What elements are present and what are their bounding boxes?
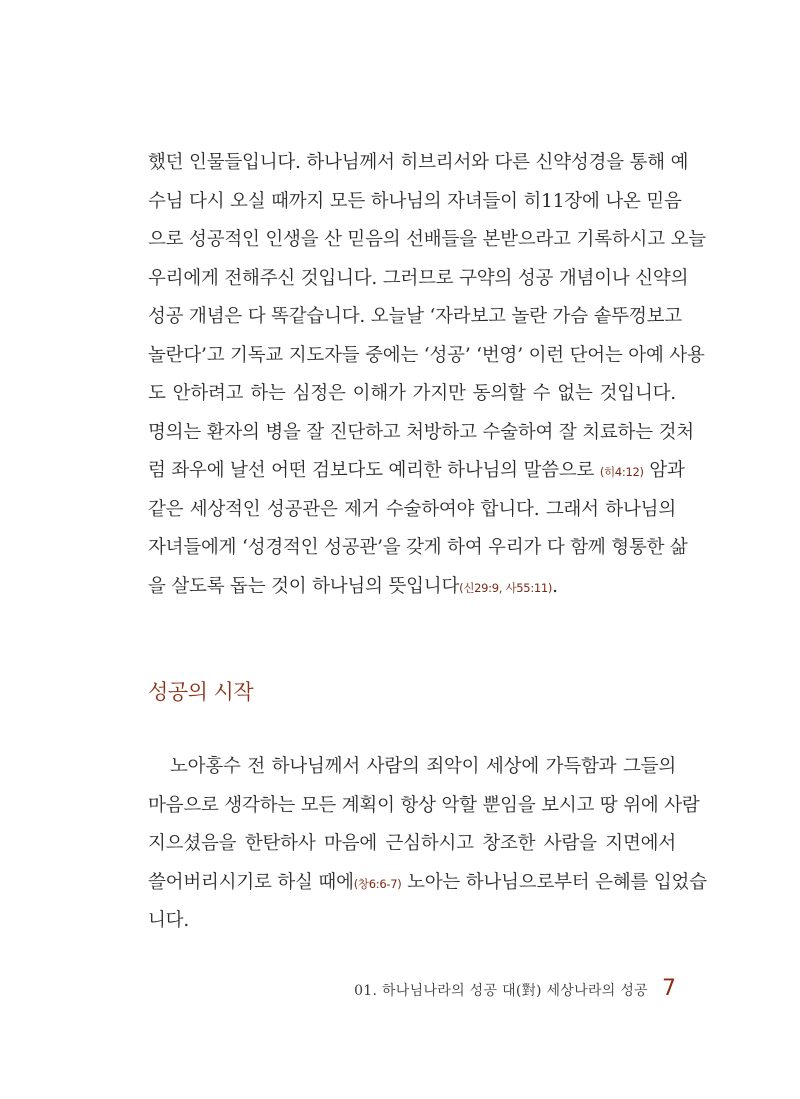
scripture-reference: (신29:9, 사55:11) — [459, 580, 553, 595]
page-number: 7 — [662, 976, 676, 1001]
line-text: 쓸어버리시기로 하실 때에 — [148, 871, 354, 893]
scripture-reference: (창6:6-7) — [353, 876, 402, 891]
paragraph-line: 명의는 환자의 병을 잘 진단하고 처방하고 수술하여 잘 치료하는 것처 — [148, 421, 694, 443]
paragraph-line: 같은 세상적인 성공관은 제거 수술하여야 합니다. 그래서 하나님의 — [148, 498, 676, 520]
chapter-title: 01. 하나님나라의 성공 대(對) 세상나라의 성공 — [354, 983, 648, 999]
paragraph-line: 마음으로 생각하는 모든 계획이 항상 악할 뿐임을 보시고 땅 위에 사람 — [148, 794, 700, 816]
paragraph-line: 놀란다’고 기독교 지도자들 중에는 ‘성공’ ‘번영’ 이런 단어는 아예 사용 — [148, 344, 705, 366]
paragraph-line: 했던 인물들입니다. 하나님께서 히브리서와 다른 신약성경을 통해 예 — [148, 152, 689, 173]
paragraph-1 — [148, 144, 706, 606]
line-text: 암과 — [643, 460, 685, 481]
section-heading: 성공의 시작 — [148, 680, 254, 704]
paragraph-line — [148, 452, 685, 491]
line-text: 을 살도록 돕는 것이 하나님의 뜻입니다 — [148, 575, 460, 597]
paragraph-line: 지으셨음을 한탄하사 마음에 근심하시고 창조한 사람을 지면에서 — [148, 833, 676, 854]
paragraph-line: 성공 개념은 다 똑같습니다. 오늘날 ‘자라보고 놀란 가슴 솥뚜껑보고 — [148, 306, 682, 327]
scripture-reference: (히4:12) — [599, 465, 644, 479]
line-text: 럼 좌우에 날선 어떤 검보다도 예리한 하나님의 말씀으로 — [148, 460, 600, 481]
page-footer — [354, 976, 676, 1001]
line-text: . — [552, 575, 558, 597]
paragraph-line: 노아홍수 전 하나님께서 사람의 죄악이 세상에 가득함과 그들의 — [170, 756, 676, 777]
paragraph-line: 니다. — [148, 910, 190, 931]
paragraph-2 — [148, 748, 707, 941]
paragraph-line: 자녀들에게 ‘성경적인 성공관’을 갖게 하여 우리가 다 함께 형통한 삶 — [148, 537, 688, 558]
paragraph-line — [148, 864, 707, 903]
paragraph-line: 도 안하려고 하는 심정은 이해가 가지만 동의할 수 없는 것입니다. — [148, 383, 676, 404]
line-text: 노아는 하나님으로부터 은혜를 입었습 — [401, 871, 707, 893]
paragraph-line — [148, 568, 676, 607]
paragraph-line: 우리에게 전해주신 것입니다. 그러므로 구약의 성공 개념이나 신약의 — [148, 267, 689, 289]
paragraph-line: 으로 성공적인 인생을 산 믿음의 선배들을 본받으라고 기록하시고 오늘 — [148, 229, 706, 250]
paragraph-line: 수님 다시 오실 때까지 모든 하나님의 자녀들이 히11장에 나온 믿음 — [148, 190, 682, 212]
